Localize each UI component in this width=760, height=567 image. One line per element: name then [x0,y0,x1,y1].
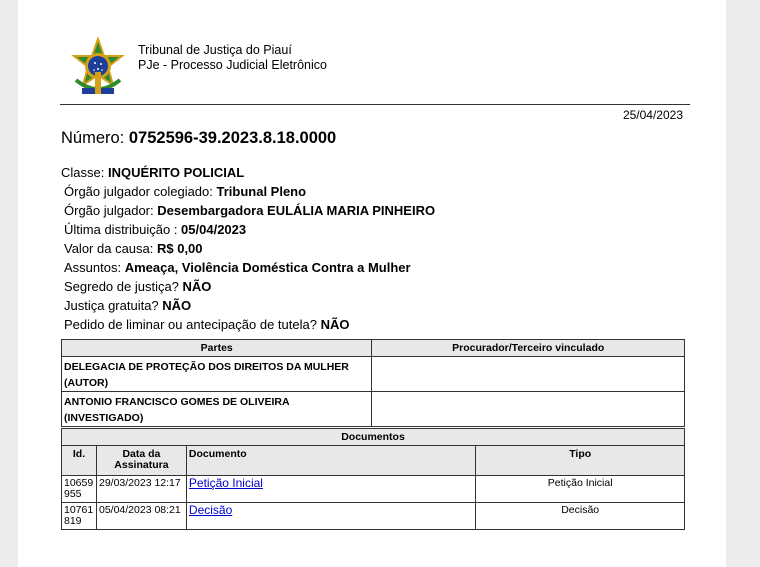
doc-link-cell [186,476,475,503]
doc-date: 29/03/2023 12:17 [96,476,186,503]
field-value: 05/04/2023 [181,222,247,237]
table-row [62,503,685,530]
party-name: ANTONIO FRANCISCO GOMES DE OLIVEIRA [64,396,290,408]
doc-link-cell [186,503,475,530]
header-divider [60,104,690,105]
field-value: INQUÉRITO POLICIAL [107,165,245,180]
field-value: Tribunal Pleno [216,184,307,199]
field-value: NÃO [162,298,192,313]
doc-id [62,476,97,503]
print-date: 25/04/2023 [622,108,683,122]
procurador-header: Procurador/Terceiro vinculado [372,340,685,357]
doc-link-peticao-inicial[interactable]: Petição Inicial [188,476,263,490]
header-text [138,43,327,73]
doc-id-part1: 10761 [64,504,94,516]
documentos-table [61,428,685,530]
doc-tipo: Decisão [476,503,685,530]
field-value: R$ 0,00 [156,241,203,256]
partes-table [61,339,685,427]
field-pedido-liminar [61,315,435,334]
party-cell [62,392,372,427]
doc-id-part1: 10659 [64,477,94,489]
system-name: PJe - Processo Judicial Eletrônico [138,58,327,72]
field-value: NÃO [320,317,350,332]
doc-id-part2: 955 [64,488,82,500]
brazil-coat-of-arms-icon [68,36,128,102]
data-header-line2: Assinatura [114,459,169,471]
doc-link-decisao[interactable]: Decisão [188,503,233,517]
field-value: Desembargadora EULÁLIA MARIA PINHEIRO [157,203,436,218]
field-orgao-julgador [61,201,435,220]
field-label: Justiça gratuita? [64,298,163,313]
field-valor-causa [61,239,435,258]
field-label: Órgão julgador: [64,203,158,218]
field-label: Valor da causa: [64,241,157,256]
partes-header: Partes [62,340,372,357]
data-header [96,446,186,476]
field-label: Segredo de justiça? [64,279,183,294]
table-row [62,357,685,392]
document-page [18,0,726,567]
party-role: (INVESTIGADO) [64,412,144,424]
doc-id [62,503,97,530]
doc-tipo: Petição Inicial [476,476,685,503]
field-orgao-colegiado [61,182,435,201]
process-fields [61,163,435,334]
court-name: Tribunal de Justiça do Piauí [138,43,292,57]
procurador-cell [372,357,685,392]
doc-id-part2: 819 [64,515,82,527]
field-label: Órgão julgador colegiado: [64,184,217,199]
field-justica-gratuita [61,296,435,315]
table-row [62,476,685,503]
field-segredo-justica [61,277,435,296]
procurador-cell [372,392,685,427]
doc-date: 05/04/2023 08:21 [96,503,186,530]
party-name: DELEGACIA DE PROTEÇÃO DOS DIREITOS DA MULHER [64,361,349,373]
documentos-title: Documentos [62,429,685,446]
field-label: Assuntos: [64,260,125,275]
field-value: NÃO [182,279,212,294]
process-number [61,129,336,148]
field-classe [61,163,435,182]
data-header-line1: Data da [122,448,161,460]
documento-header: Documento [186,446,475,476]
table-row [62,392,685,427]
field-label: Classe: [61,165,108,180]
field-assuntos [61,258,435,277]
process-number-value: 0752596-39.2023.8.18.0000 [128,129,337,147]
party-role: (AUTOR) [64,377,109,389]
field-value: Ameaça, Violência Doméstica Contra a Mulher [124,260,411,275]
process-number-label: Número: [61,129,125,147]
field-label: Última distribuição : [64,222,182,237]
party-cell [62,357,372,392]
tipo-header: Tipo [476,446,685,476]
id-header: Id. [62,446,97,476]
field-ultima-distribuicao [61,220,435,239]
field-label: Pedido de liminar ou antecipação de tutela? [64,317,321,332]
